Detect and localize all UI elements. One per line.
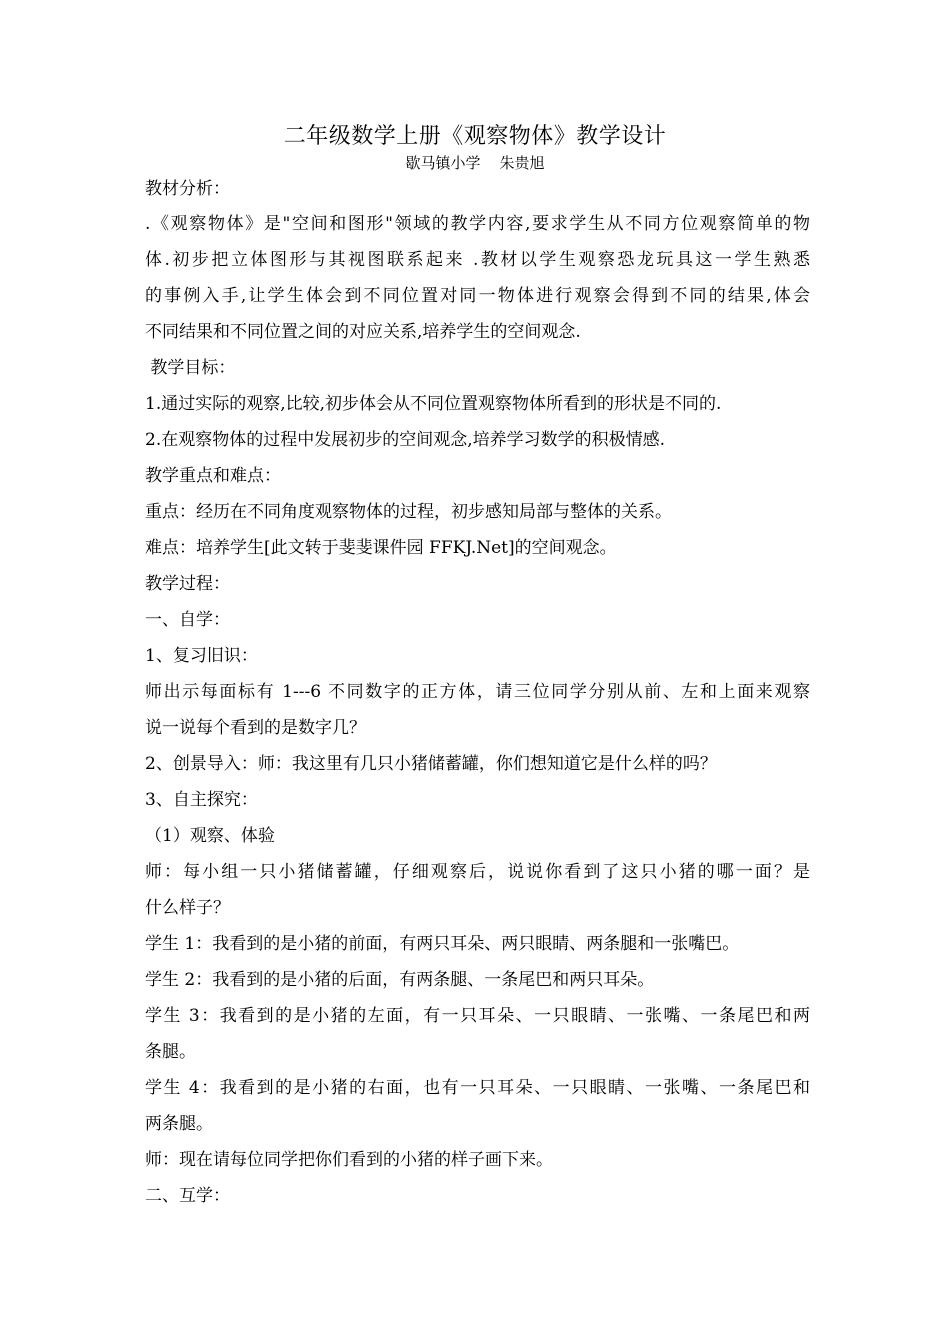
paragraph-line: 说一说每个看到的是数字几？ [145,718,366,738]
document-title: 二年级数学上册《观察物体》教学设计 [283,124,667,149]
paragraph-line: 的事例入手,让学生体会到不同位置对同一物体进行观察会得到不同的结果,体会 [145,286,810,306]
paragraph-line: 两条腿。 [145,1114,213,1134]
paragraph-line: 学生 1：我看到的是小猪的前面，有两只耳朵、两只眼睛、两条腿和一张嘴巴。 [145,934,740,954]
paragraph-line: 体.初步把立体图形与其视图联系起来 .教材以学生观察恐龙玩具这一学生熟悉 [145,250,810,270]
subsection-heading: 一、自学： [145,610,230,630]
paragraph-line: 学生 2：我看到的是小猪的后面，有两条腿、一条尾巴和两只耳朵。 [145,970,655,990]
paragraph-line: 学生 4：我看到的是小猪的右面，也有一只耳朵、一只眼睛、一张嘴、一条尾巴和 [145,1078,810,1098]
subsection-heading: 3、自主探究： [145,790,258,810]
paragraph-line: 什么样子？ [145,898,230,918]
section-heading-teaching-process: 教学过程： [145,574,230,594]
paragraph-line: 2、创景导入：师：我这里有几只小猪储蓄罐，你们想知道它是什么样的吗？ [145,754,717,774]
subsection-heading: 1、复习旧识： [145,646,258,666]
subsection-heading: （1）观察、体验 [145,826,275,846]
section-heading-teaching-goals: 教学目标： [145,358,236,378]
paragraph-line: 难点：培养学生[此文转于斐斐课件园 FFKJ.Net]的空间观念。 [145,538,617,558]
paragraph-line: 师：每小组一只小猪储蓄罐，仔细观察后，说说你看到了这只小猪的哪一面？是 [145,862,810,882]
paragraph-line: 学生 3：我看到的是小猪的左面，有一只耳朵、一只眼睛、一张嘴、一条尾巴和两 [145,1006,810,1026]
section-heading-key-points: 教学重点和难点： [145,466,281,486]
paragraph-line: .《观察物体》是"空间和图形"领域的教学内容,要求学生从不同方位观察简单的物 [145,214,810,234]
paragraph-line: 条腿。 [145,1042,196,1062]
section-heading-mutual-learning: 二、互学： [145,1186,230,1206]
paragraph-line: 2.在观察物体的过程中发展初步的空间观念,培养学习数学的积极情感. [145,430,666,450]
document-author: 歇马镇小学 朱贵旭 [405,154,545,172]
section-heading-material-analysis: 教材分析： [145,179,230,199]
paragraph-line: 不同结果和不同位置之间的对应关系,培养学生的空间观念. [145,322,581,342]
document-body [145,172,810,1214]
paragraph-line: 1.通过实际的观察,比较,初步体会从不同位置观察物体所看到的形状是不同的. [145,394,722,414]
paragraph-line: 师出示每面标有 1---6 不同数字的正方体，请三位同学分别从前、左和上面来观察 [145,682,810,702]
paragraph-line: 重点：经历在不同角度观察物体的过程，初步感知局部与整体的关系。 [145,502,672,522]
paragraph-line: 师：现在请每位同学把你们看到的小猪的样子画下来。 [145,1150,553,1170]
